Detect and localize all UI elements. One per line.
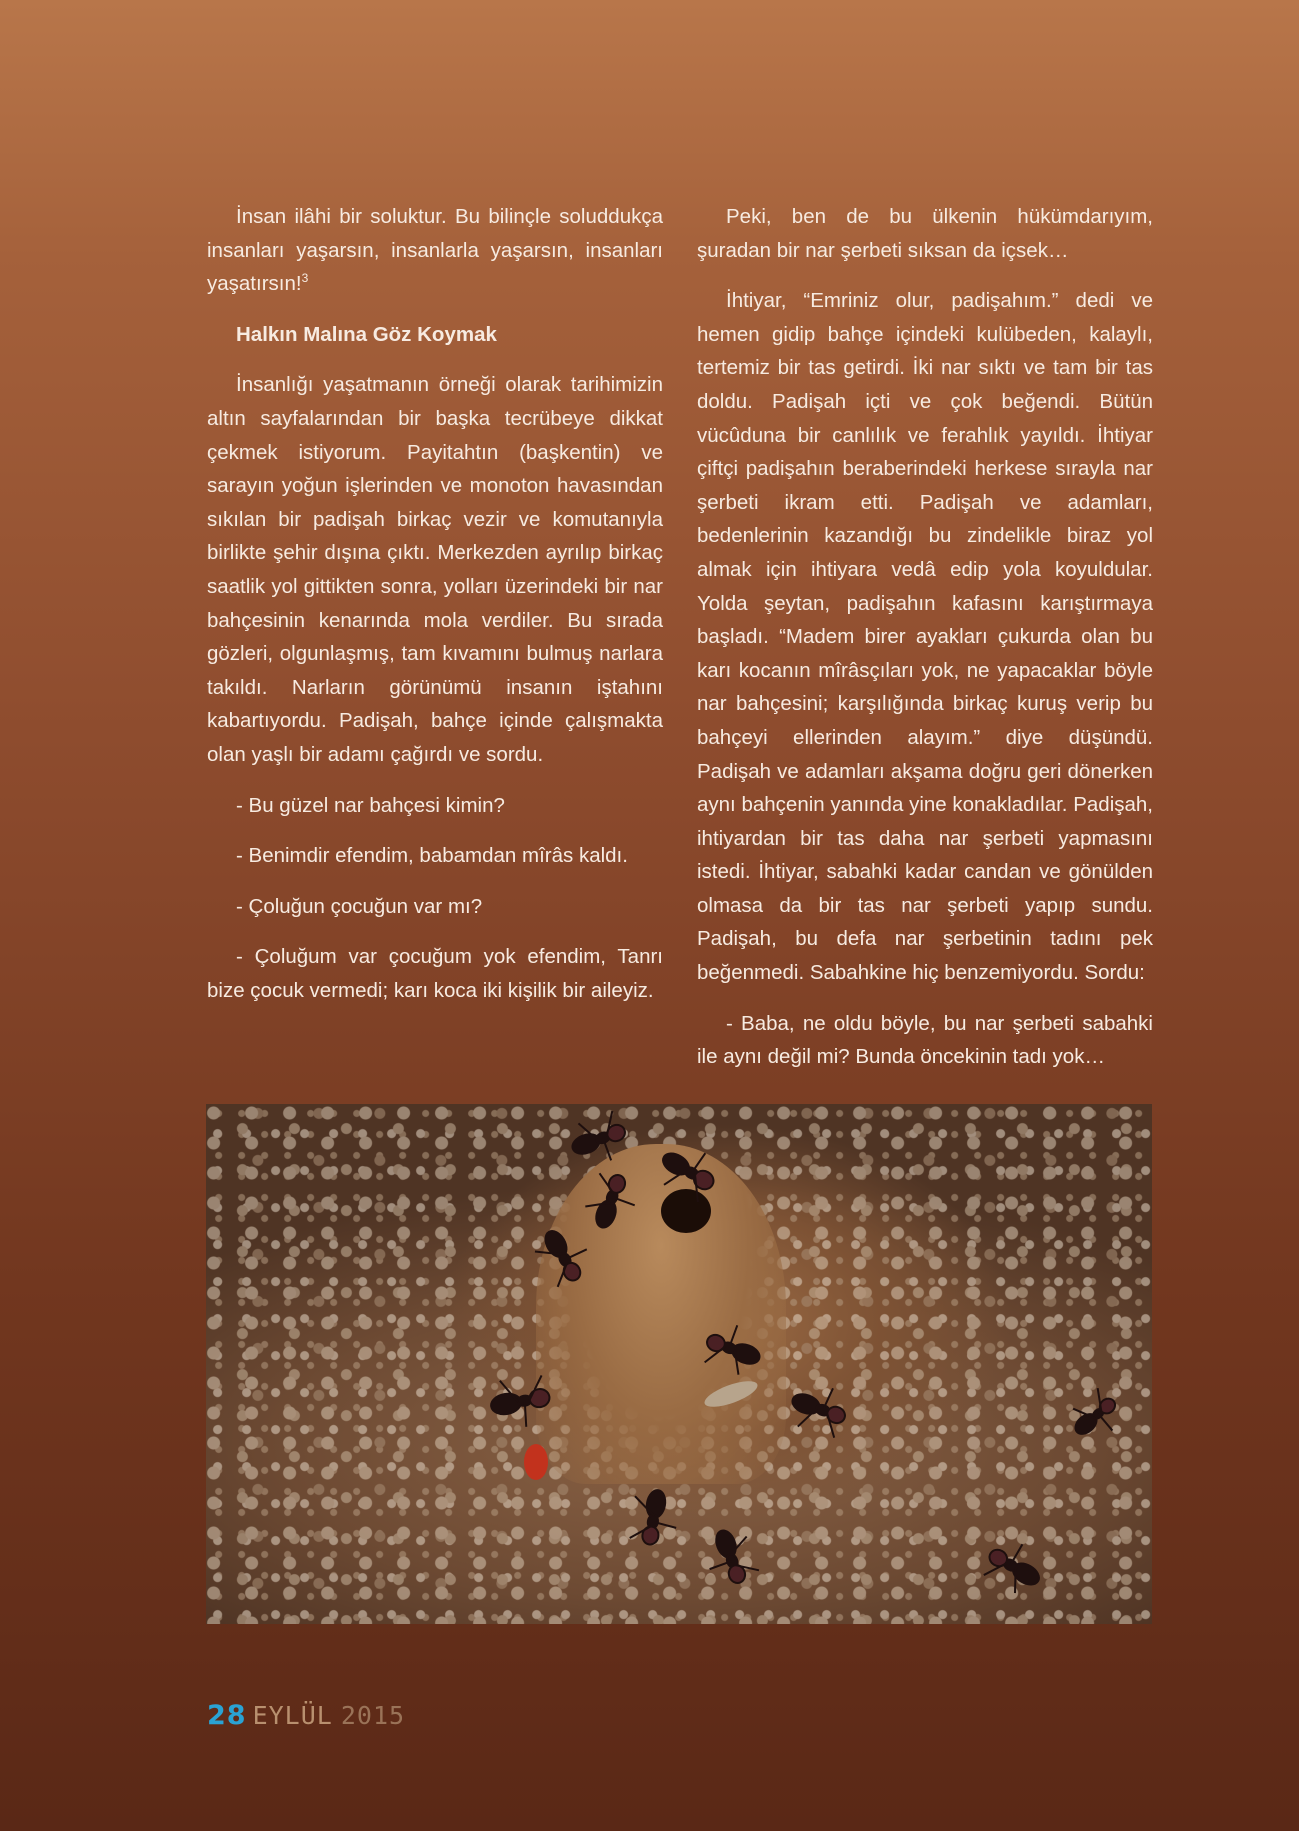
story-paragraph: İhtiyar, “Emriniz olur, padişahım.” dedi ve hemen gidip bahçe içindeki kulübeden, kalaylı, tertemiz bir tas getirdi. İki nar sıktı ve tam bir tas doldu. Padişah içti ve çok beğendi. Bütün vücûduna bir canlılık ve ferahlık yayıldı. İhtiyar çiftçi padişahın beraberindeki herkese sırayla nar şerbeti ikram etti. Padişah ve adamları, bedenlerinin kazandığı bu zindelikle biraz yol almak için ihtiyara vedâ edip yola koyuldular. Yolda şeytan, padişahın kafasını karıştırmaya başladı. “Madem birer ayakları çukurda olan bu karı kocanın mîrâsçıları yok, ne yapacaklar böyle nar bahçesini; karşılığında birkaç kuruş verip bu bahçeyi ellerinden alayım.” diye düşündü. Padişah ve adamları akşama doğru geri dönerken aynı bahçenin yanında yine konakladılar. Padişah, ihtiyardan bir tas daha nar şerbeti yapmasını istedi. İhtiyar, sabahki kadar candan ve gönülden olmasa da bir tas nar şerbeti yapıp sundu. Padişah, bu defa nar şerbetinin tadını pek beğenmedi. Sabahkine hiç benzemiyordu. Sordu: xyxy=(697,289,1153,985)
issue-year: 2015 xyxy=(340,1701,406,1730)
ant-icon xyxy=(785,1377,853,1441)
ant-icon xyxy=(700,1317,767,1379)
page-number: 28 xyxy=(207,1700,247,1731)
intro-paragraph: İnsan ilâhi bir soluktur. Bu bilinçle soluddukça insanları yaşarsın, insanlarla yaşarsın, insanları yaşatırsın!$^3$ xyxy=(207,205,663,296)
story-paragraph: İnsanlığı yaşatmanın örneği olarak tarihimizin altın sayfalarından bir başka tecrübeye dikkat çekmek istiyorum. Payitahtın (başkentin) ve sarayın yoğun işlerinden ve monoton havasından sıkılan bir padişah birkaç vezir ve komutanıyla birlikte şehir dışına çıktı. Merkezden ayrılıp birkaç saatlik yol gittikten sonra, yolları üzerindeki bir nar bahçesinin kenarında mola verdiler. Bu sırada gözleri, olgunlaşmış, tam kıvamını bulmuş narlara takıldı. Narların görünümü insanın iştahını kabartıyordu. Padişah, bahçe içinde çalışmakta olan yaşlı bir adamı çağırdı ve sordu. xyxy=(207,373,663,766)
left-text-column xyxy=(207,200,663,1024)
ant-illustration xyxy=(206,1104,1152,1624)
ant-icon xyxy=(652,1136,724,1206)
dialogue-line: - Benimdir efendim, babamdan mîrâs kaldı. xyxy=(236,844,628,868)
ant-icon xyxy=(627,1486,682,1548)
section-heading: Halkın Malına Göz Koymak xyxy=(236,322,497,346)
ant-icon xyxy=(530,1220,597,1291)
ant-icon xyxy=(565,1109,632,1171)
footnote-ref: 3 xyxy=(301,271,309,286)
ant-icon xyxy=(1064,1386,1128,1449)
story-paragraph: Peki, ben de bu ülkenin hükümdarıyım, şuradan bir nar şerbeti sıksan da içsek… xyxy=(697,205,1153,262)
right-text-column xyxy=(697,200,1153,1091)
ant-icon xyxy=(979,1533,1050,1600)
red-debris xyxy=(524,1444,548,1480)
dialogue-line: - Bu güzel nar bahçesi kimin? xyxy=(236,793,505,817)
page-footer xyxy=(207,1700,405,1731)
dialogue-line: - Çoluğun çocuğun var mı? xyxy=(236,894,483,918)
dialogue-line: - Baba, ne oldu böyle, bu nar şerbeti sabahki ile aynı değil mi? Bunda öncekinin tadı yok… xyxy=(697,1011,1153,1069)
ant-icon xyxy=(581,1168,643,1235)
ant-icon xyxy=(487,1373,554,1432)
ant-nest-photo xyxy=(206,1104,1152,1624)
issue-month: EYLÜL xyxy=(252,1701,333,1730)
insect-carcass xyxy=(702,1376,761,1412)
dialogue-line: - Çoluğum var çocuğum yok efendim, Tanrı bize çocuk vermedi; karı koca iki kişilik bir aileyiz. xyxy=(207,945,663,1002)
ant-icon xyxy=(699,1523,761,1590)
